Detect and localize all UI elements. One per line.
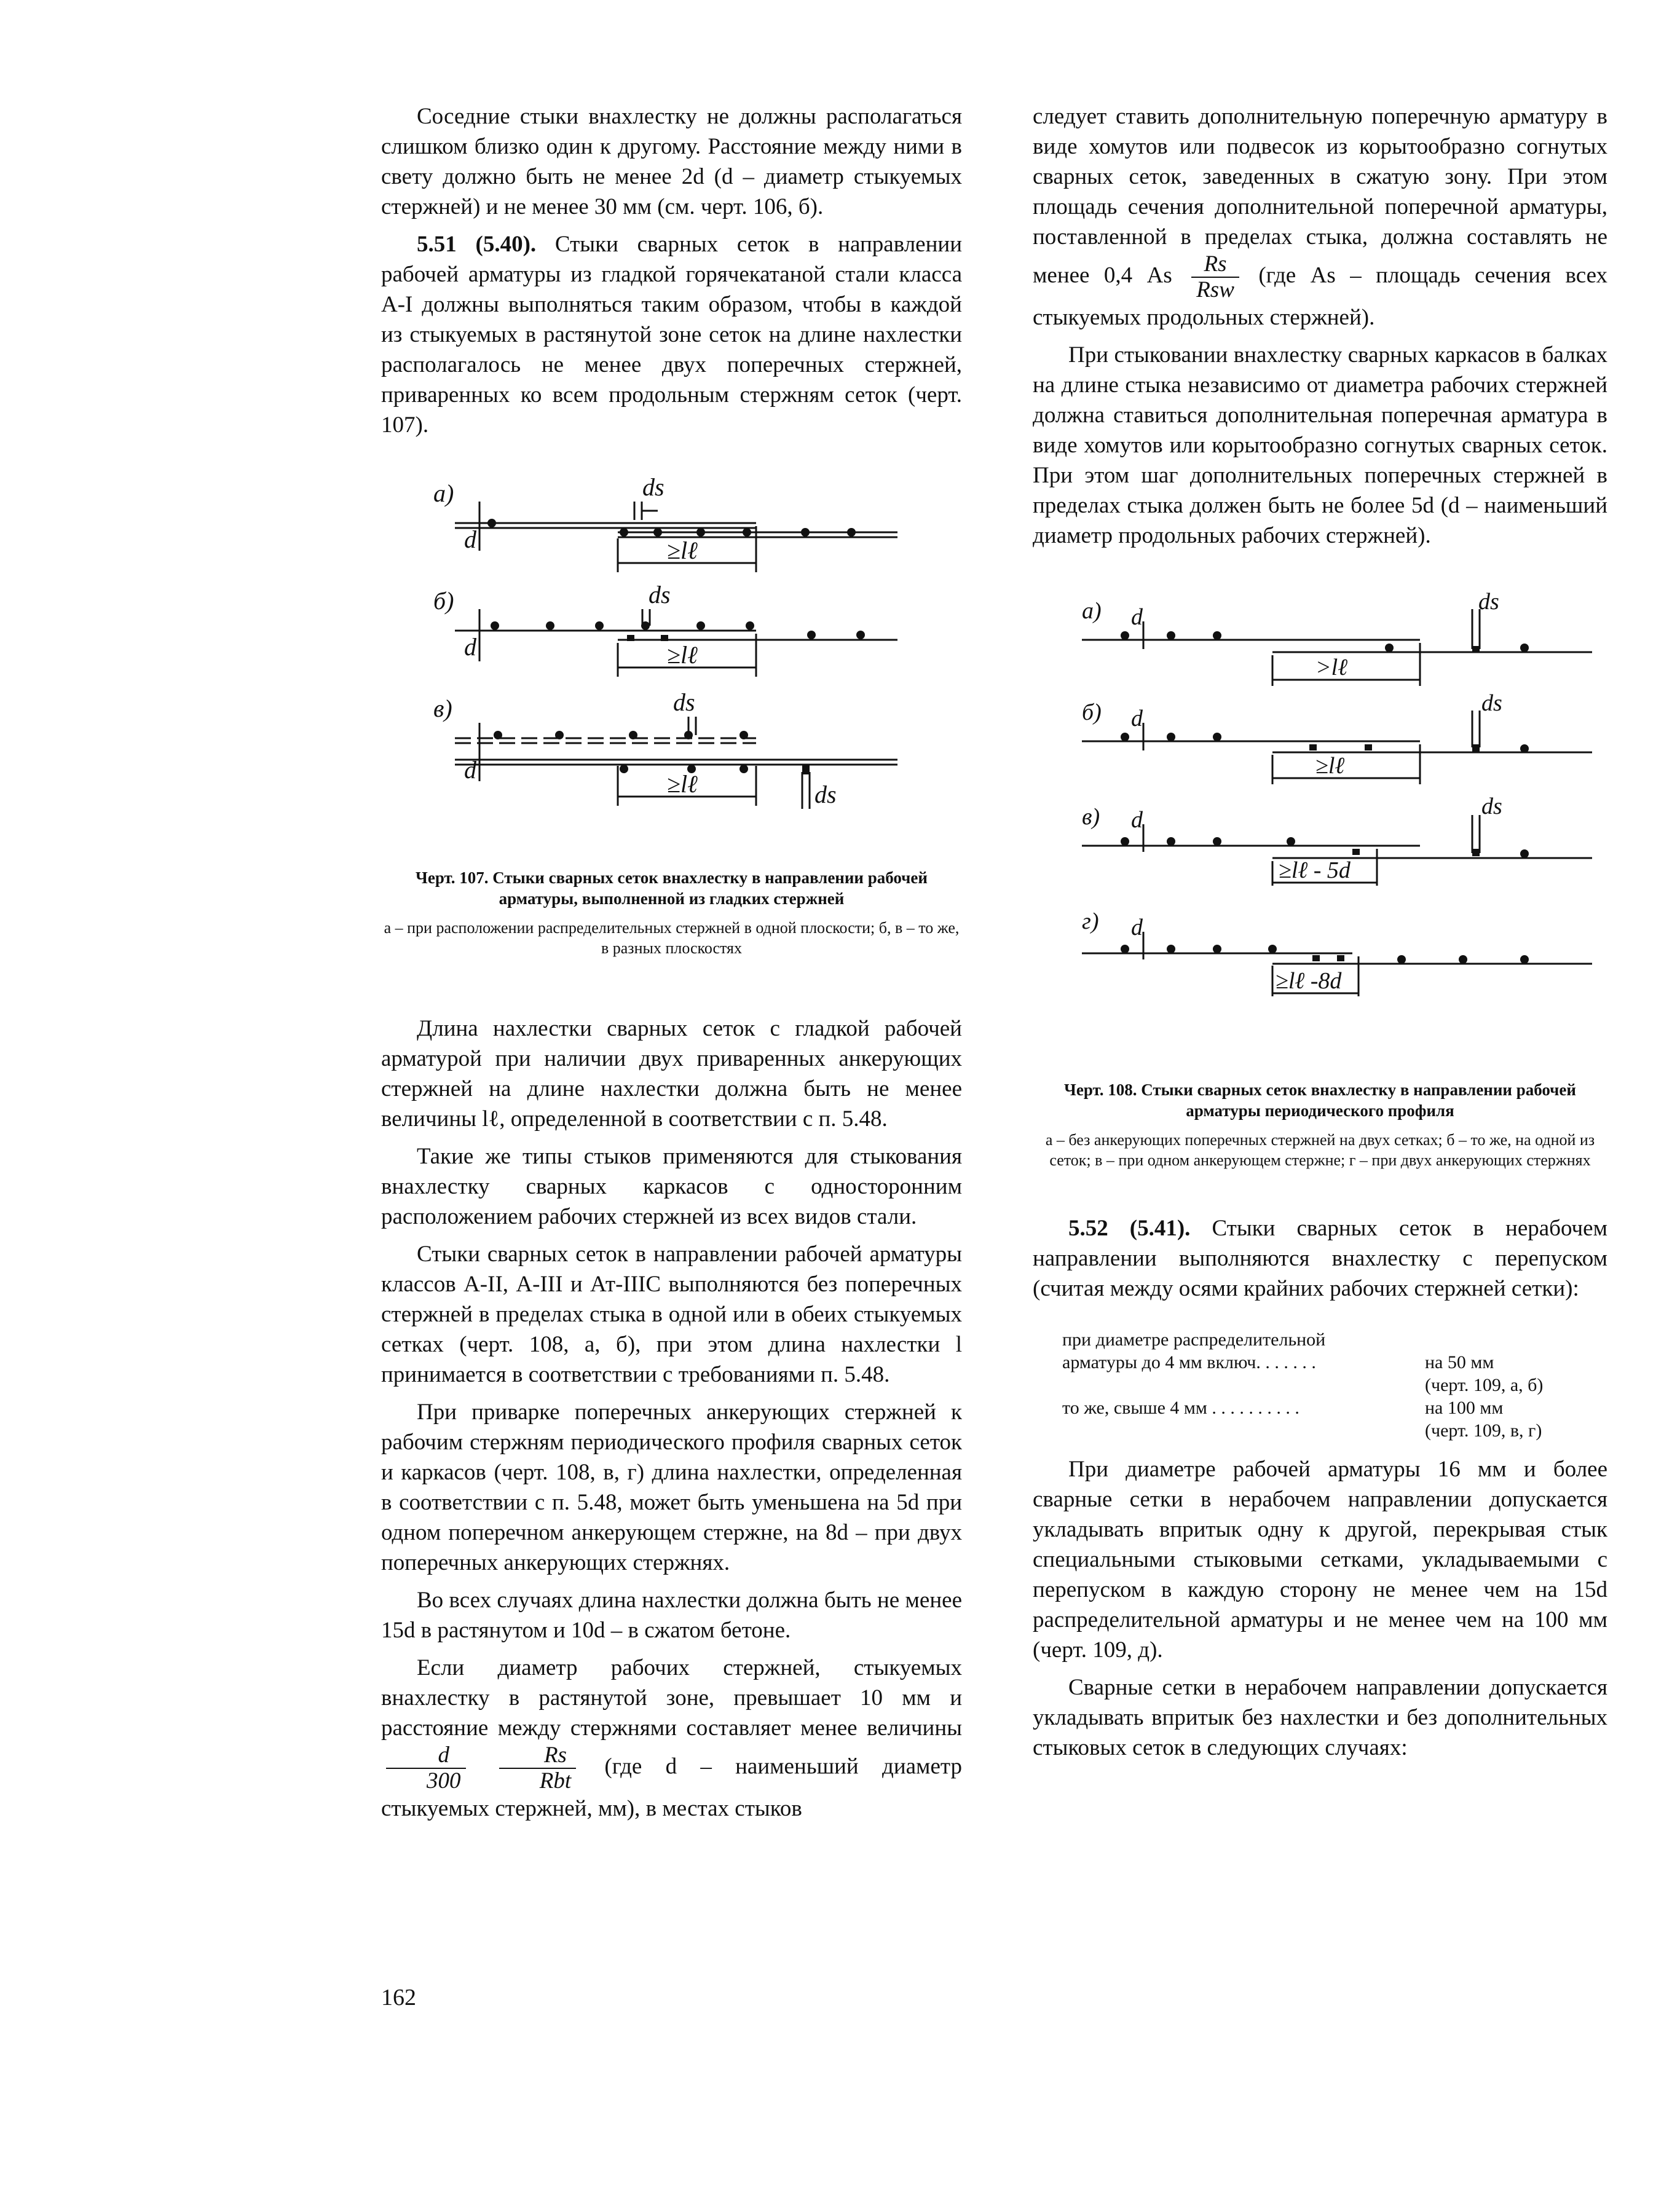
- fig107-label-a: а): [433, 479, 454, 507]
- fig107-d-a: d: [464, 526, 476, 553]
- fig107-label-v: в): [433, 695, 452, 722]
- fraction-numerator: Rs: [499, 1743, 576, 1769]
- right-column: [1033, 101, 1607, 1770]
- spec-value: на 50 мм: [1425, 1352, 1494, 1372]
- fig108-d-b: d: [1131, 706, 1143, 731]
- fig108-d-g: d: [1131, 915, 1143, 940]
- figure-108-caption: [1033, 1079, 1607, 1121]
- paragraph-part: (где As – площадь сечения всех стыкуемых продольных стержней).: [1033, 262, 1608, 330]
- fig108-dim-a: >lℓ: [1315, 655, 1348, 680]
- figure-107-drawing: [381, 465, 962, 846]
- paragraph-5-51: [381, 229, 962, 440]
- figure-107-caption: [381, 867, 962, 909]
- fig108-dim-b: ≥lℓ: [1315, 753, 1345, 779]
- fig107-ds-v2: ds: [814, 781, 837, 808]
- figure-107: [381, 465, 962, 958]
- figure-107-title: Черт. 107. Стыки сварных сеток внахлестку в направлении рабочей арматуры, выполненной из гладких стержней: [416, 868, 928, 908]
- spec-ref: (черт. 109, в, г): [1425, 1420, 1542, 1441]
- spec-row: [1062, 1351, 1607, 1374]
- paragraph-part: (где d – наименьший диаметр стыкуемых стержней, мм), в местах стыков: [381, 1754, 962, 1821]
- page-number: 162: [381, 1985, 416, 2010]
- paragraph: Во всех случаях длина нахлестки должна быть не менее 15d в растянутом и 10d – в сжатом бетоне.: [381, 1588, 962, 1643]
- paragraph: Длина нахлестки сварных сеток с гладкой рабочей арматурой при наличии двух приваренных анкерующих стержней на длине нахлестки должна быть не менее величины lℓ, определенной в соответствии с п. 5.48.: [381, 1016, 962, 1132]
- paragraph: При стыковании внахлестку сварных каркасов в балках на длине стыка независимо от диаметра рабочих стержней должна ставиться дополнительная поперечная арматура в виде хомутов или корытообразно согнутых сварных сеток. При этом шаг дополнительных поперечных стержней в пределах стыка должен быть не более 5d (d – наименьший диаметр продольных рабочих стержней).: [1033, 342, 1607, 548]
- paragraph: При диаметре рабочей арматуры 16 мм и более сварные сетки в нерабочем направлении допускается укладывать впритык одну к другой, перекрывая стык специальными стыковыми сетками, укладываемыми с перепуском в каждую сторону не менее чем на 15d распределительной арматуры и не менее чем на 100 мм (черт. 109, д).: [1033, 1457, 1607, 1663]
- clause-text: Стыки сварных сеток в направлении рабочей арматуры из гладкой горячекатаной стали класса А-I должны выполняться таким образом, чтобы в каждой из стыкуемых в растянутой зоне сеток на длине нахлестки располагалось не менее двух поперечных стержней, приваренных ко всем продольным стержням сеток (черт. 107).: [381, 232, 962, 438]
- fraction-d-300: [386, 1743, 466, 1794]
- fraction-denominator: 300: [427, 1768, 461, 1794]
- figure-108-legend: а – без анкерующих поперечных стержней на двух сетках; б – то же, на одной из сеток; в – при одном анкерующем стержне; г – при двух анкерующих стержнях: [1045, 1131, 1595, 1169]
- fig107-ds-b: ds: [649, 581, 671, 608]
- left-column: [381, 101, 962, 1831]
- spec-ref: (черт. 109, а, б): [1425, 1375, 1544, 1395]
- paragraph: Сварные сетки в нерабочем направлении допускается укладывать впритык без нахлестки и без дополнительных стыковых сеток в следующих случаях:: [1033, 1675, 1607, 1760]
- fig107-dim-v: ≥lℓ: [667, 770, 698, 798]
- paragraph-with-formula: [1033, 101, 1607, 333]
- fig108-d-a: d: [1131, 604, 1143, 630]
- paragraph-5-52: [1033, 1213, 1607, 1304]
- fraction-rs-rbt: [499, 1743, 576, 1794]
- fig108-d-v: d: [1131, 807, 1143, 833]
- fig108-label-b: б): [1082, 699, 1102, 725]
- spec-row-label: при диаметре распределительной: [1062, 1329, 1326, 1350]
- paragraph: Стыки сварных сеток в направлении рабочей арматуры классов А-II, А-III и Ат-IIIС выполняются без поперечных стержней в пределах стыка в одной или в обеих стыкуемых сетках (черт. 108, а, б), при этом длина нахлестки l принимается в соответствии с требованиями п. 5.48.: [381, 1242, 962, 1387]
- fraction-denominator: Rsw: [1196, 277, 1234, 302]
- fig107-d-v: d: [464, 756, 476, 784]
- paragraph: При приварке поперечных анкерующих стержней к рабочим стержням периодического профиля сварных сеток и каркасов (черт. 108, в, г) длина нахлестки, определенная в соответствии с п. 5.48, может быть уменьшена на 5d при одном поперечном анкерующем стержне, на 8d – при двух поперечных анкерующих стержнях.: [381, 1400, 962, 1575]
- paragraph: Такие же типы стыков применяются для стыкования внахлестку сварных каркасов с односторонним расположением рабочих стержней из всех видов стали.: [381, 1144, 962, 1229]
- fraction-rs-rsw: [1191, 252, 1239, 302]
- spec-row: [1062, 1374, 1607, 1396]
- fig108-dim-v: ≥lℓ - 5d: [1279, 857, 1351, 883]
- fig107-dim-b: ≥lℓ: [667, 641, 698, 669]
- fraction-denominator: Rbt: [539, 1768, 572, 1794]
- clause-number: 5.52 (5.41).: [1068, 1216, 1191, 1241]
- fig107-label-b: б): [433, 587, 454, 615]
- spec-row: [1062, 1419, 1607, 1442]
- paragraph-part: Если диаметр рабочих стержней, стыкуемых внахлестку в растянутой зоне, превышает 10 мм и расстояние между стержнями составляет менее величины: [381, 1655, 962, 1741]
- fig107-dim-a: ≥lℓ: [667, 537, 698, 564]
- spec-value: на 100 мм: [1425, 1398, 1504, 1418]
- clause-number: 5.51 (5.40).: [417, 232, 537, 257]
- fig108-label-a: а): [1082, 598, 1102, 624]
- paragraph-part: следует ставить дополнительную поперечную арматуру в виде хомутов или подвесок из корытообразно согнутых сварных сеток, заведенных в сжатую зону. При этом площадь сечения дополнительной поперечной арматуры, поставленной в пределах стыка, должна составлять не менее 0,4 As: [1033, 104, 1607, 288]
- fig107-d-b: d: [464, 633, 476, 661]
- fraction-numerator: d: [386, 1743, 466, 1769]
- spec-row: [1062, 1396, 1607, 1419]
- fig108-ds-b: ds: [1481, 690, 1502, 716]
- figure-108-drawing: [1033, 588, 1607, 1067]
- figure-108-title: Черт. 108. Стыки сварных сеток внахлестку в направлении рабочей арматуры периодического профиля: [1064, 1081, 1576, 1120]
- fig108-ds-a: ds: [1478, 589, 1499, 615]
- figure-108: [1033, 588, 1607, 1170]
- spec-label: то же, свыше 4 мм . . . . . . . . . .: [1062, 1398, 1299, 1418]
- clause-text: Стыки сварных сеток в нерабочем направлении выполняются внахлестку с перепуском (считая между осями крайних рабочих стержней сетки):: [1033, 1216, 1607, 1301]
- fig108-dim-g: ≥lℓ -8d: [1276, 968, 1342, 994]
- fraction-numerator: Rs: [1191, 252, 1239, 278]
- fig107-ds-v: ds: [673, 688, 695, 716]
- spec-label: арматуры до 4 мм включ. . . . . . .: [1062, 1352, 1316, 1372]
- figure-107-legend: а – при расположении распределительных стержней в одной плоскости; б, в – то же, в разных плоскостях: [384, 919, 960, 957]
- overlap-spec-table: [1062, 1328, 1607, 1442]
- paragraph-with-formula: [381, 1653, 962, 1824]
- fig107-ds-a: ds: [642, 473, 665, 501]
- paragraph: Соседние стыки внахлестку не должны располагаться слишком близко один к другому. Расстояние между ними в свету должно быть не менее 2d (d – диаметр стыкуемых стержней) и не менее 30 мм (см. черт. 106, б).: [381, 104, 962, 219]
- fig108-label-v: в): [1082, 804, 1100, 830]
- fig108-label-g: г): [1082, 908, 1099, 934]
- fig108-ds-v: ds: [1481, 793, 1502, 819]
